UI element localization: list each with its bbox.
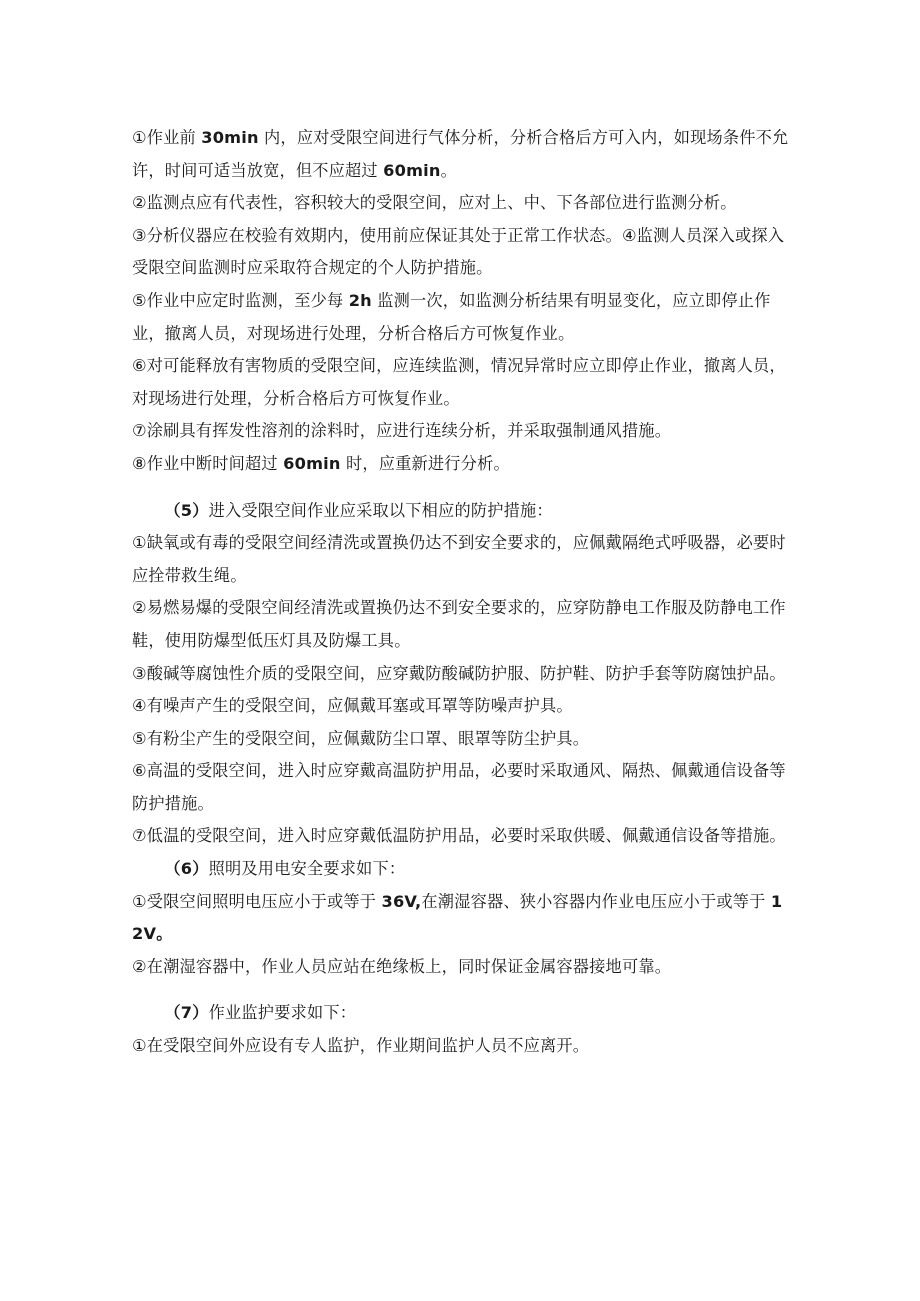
section-spacer (132, 481, 792, 495)
list-item: ⑦低温的受限空间，进入时应穿戴低温防护用品，必要时采取供暖、佩戴通信设备等措施。 (132, 826, 786, 846)
section-number: （6） (164, 859, 209, 879)
list-item: ⑤作业中应定时监测，至少每 2h 监测一次，如监测分析结果有明显变化，应立即停止作业，撤离人员，对现场进行处理，分析合格后方可恢复作业。 (132, 290, 771, 343)
section-heading-text: 照明及用电安全要求如下： (208, 859, 406, 879)
section-heading-text: 进入受限空间作业应采取以下相应的防护措施： (208, 500, 553, 520)
document-body (132, 122, 792, 1063)
section-heading-text: 作业监护要求如下： (208, 1003, 357, 1023)
list-item: ③酸碱等腐蚀性介质的受限空间，应穿戴防酸碱防护服、防护鞋、防护手套等防腐蚀护品。 (132, 663, 786, 683)
list-item: ②监测点应有代表性，容积较大的受限空间，应对上、中、下各部位进行监测分析。 (132, 193, 737, 213)
list-item: ①作业前 30min 内，应对受限空间进行气体分析，分析合格后方可入内，如现场条件不允许，时间可适当放宽，但不应超过 60min。 (132, 128, 789, 180)
list-item: ⑧作业中断时间超过 60min 时，应重新进行分析。 (132, 453, 510, 473)
list-item: ①在受限空间外应设有专人监护，作业期间监护人员不应离开。 (132, 1036, 590, 1056)
section-number: （5） (164, 500, 209, 520)
section-heading (132, 997, 792, 1030)
list-item: ⑥对可能释放有害物质的受限空间，应连续监测，情况异常时应立即停止作业，撤离人员，对现场进行处理，分析合格后方可恢复作业。 (132, 356, 786, 408)
list-item: ①缺氧或有毒的受限空间经清洗或置换仍达不到安全要求的，应佩戴隔绝式呼吸器，必要时应拴带救生绳。 (132, 533, 786, 585)
section-heading (132, 495, 792, 528)
section-spacer (132, 983, 792, 997)
list-item: ⑥高温的受限空间，进入时应穿戴高温防护用品，必要时采取通风、隔热、佩戴通信设备等防护措施。 (132, 761, 786, 813)
list-item: ⑤有粉尘产生的受限空间，应佩戴防尘口罩、眼罩等防尘护具。 (132, 728, 590, 748)
list-item: ②易燃易爆的受限空间经清洗或置换仍达不到安全要求的，应穿防静电工作服及防静电工作鞋，使用防爆型低压灯具及防爆工具。 (132, 598, 786, 650)
list-item: ①受限空间照明电压应小于或等于 36V,在潮湿容器、狭小容器内作业电压应小于或等于 12V。 (132, 891, 783, 944)
list-item: ②在潮湿容器中，作业人员应站在绝缘板上，同时保证金属容器接地可靠。 (132, 956, 672, 976)
section-heading (132, 853, 792, 886)
list-item: ⑦涂刷具有挥发性溶剂的涂料时，应进行连续分析，并采取强制通风措施。 (132, 421, 672, 441)
list-item: ③分析仪器应在校验有效期内，使用前应保证其处于正常工作状态。④监测人员深入或探入受限空间监测时应采取符合规定的个人防护措施。 (132, 225, 785, 278)
list-item: ④有噪声产生的受限空间，应佩戴耳塞或耳罩等防噪声护具。 (132, 696, 573, 716)
section-number: （7） (164, 1003, 209, 1023)
